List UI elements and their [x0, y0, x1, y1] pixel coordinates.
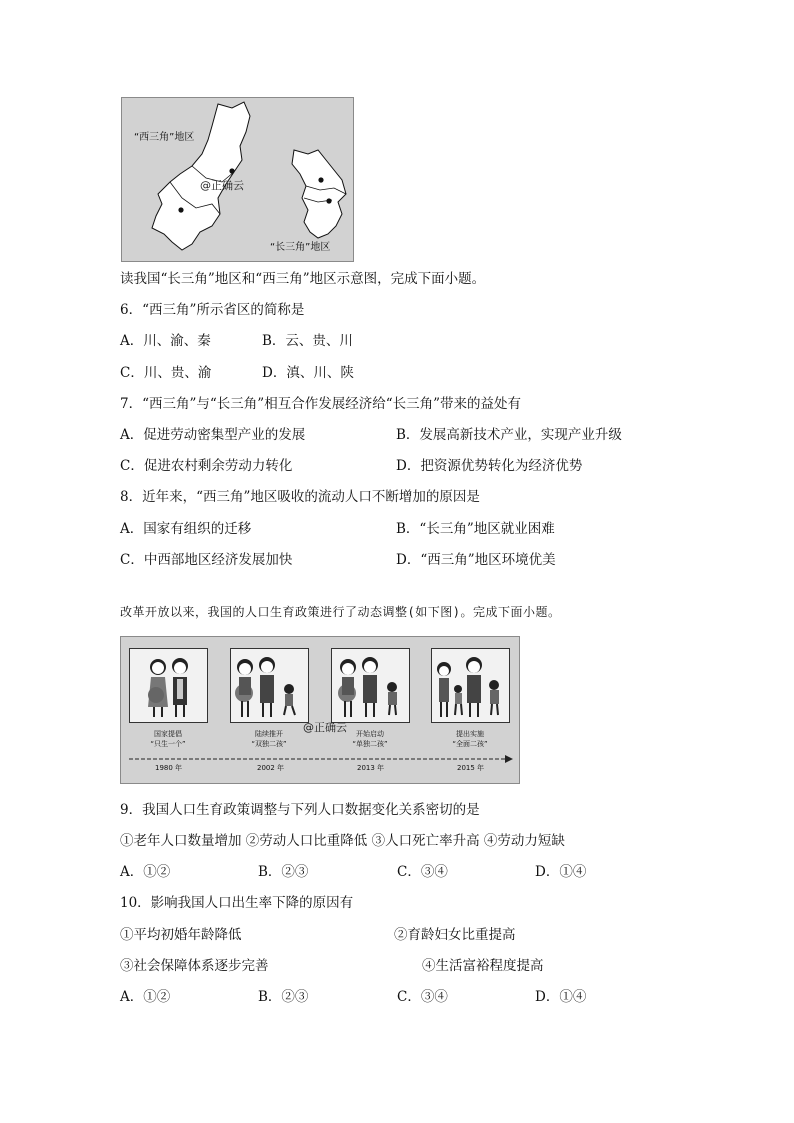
caption-2015-line2: “全面二孩”	[452, 740, 488, 748]
label-east-triangle: “长三角”地区	[270, 242, 331, 253]
q10-option-d: D．①④	[535, 989, 587, 1005]
q10-stem: 10．影响我国人口出生率下降的原因有	[120, 895, 354, 911]
q10-option-c: C．③④	[397, 989, 448, 1005]
panel-2002	[230, 648, 309, 723]
caption-2002	[234, 729, 304, 749]
caption-1980-line2: “只生一个”	[150, 740, 186, 748]
q6-option-d: D．滇、川、陕	[262, 365, 354, 381]
watermark: @正确云	[303, 721, 347, 734]
q8-stem: 8．近年来，“西三角”地区吸收的流动人口不断增加的原因是	[120, 489, 480, 505]
q10-item-1: ①平均初婚年龄降低	[120, 927, 242, 943]
caption-2013-line1: 开始启动	[356, 730, 384, 738]
q9-option-b: B．②③	[258, 864, 309, 880]
label-west-triangle: “西三角”地区	[134, 132, 195, 143]
q6-option-b: B．云、贵、川	[262, 333, 353, 349]
watermark: @正确云	[200, 179, 244, 192]
q7-option-d: D．把资源优势转化为经济优势	[396, 458, 583, 474]
q6-option-a: A．川、渝、秦	[120, 333, 211, 349]
q8-option-b: B．“长三角”地区就业困难	[396, 521, 555, 537]
q8-option-d: D．“西三角”地区环境优美	[396, 552, 556, 568]
caption-2013-line2: “单独二孩”	[352, 740, 388, 748]
q9-option-c: C．③④	[397, 864, 448, 880]
q6-option-c: C．川、贵、渝	[120, 365, 212, 381]
caption-2002-line1: 陆续推开	[255, 730, 283, 738]
q9-option-d: D．①④	[535, 864, 587, 880]
year-2013: 2013 年	[357, 764, 385, 772]
caption-2015-line1: 提出实施	[456, 730, 484, 738]
year-2015: 2015 年	[457, 764, 485, 772]
q7-option-b: B．发展高新技术产业，实现产业升级	[396, 427, 622, 443]
q10-option-a: A．①②	[120, 989, 171, 1005]
q10-option-b: B．②③	[258, 989, 309, 1005]
q6-stem: 6．“西三角”所示省区的简称是	[120, 302, 305, 318]
panel-1980	[129, 648, 208, 723]
caption-2015	[435, 729, 505, 749]
q10-item-4: ④生活富裕程度提高	[422, 958, 544, 974]
q10-item-3: ③社会保障体系逐步完善	[120, 958, 269, 974]
caption-1980-line1: 国家提倡	[154, 730, 182, 738]
q9-stem: 9．我国人口生育政策调整与下列人口数据变化关系密切的是	[120, 802, 480, 818]
q9-items: ①老年人口数量增加 ②劳动人口比重降低 ③人口死亡率升高 ④劳动力短缺	[120, 833, 565, 849]
panel-2013	[331, 648, 410, 723]
policy-figure	[120, 636, 520, 784]
caption-1980	[133, 729, 203, 749]
q9-option-a: A．①②	[120, 864, 171, 880]
q8-option-a: A．国家有组织的迁移	[120, 521, 252, 537]
intro-text-2: 改革开放以来，我国的人口生育政策进行了动态调整(如下图)。完成下面小题。	[120, 605, 561, 619]
caption-2013	[335, 729, 405, 749]
panel-2015	[431, 648, 510, 723]
year-2002: 2002 年	[257, 764, 285, 772]
year-1980: 1980 年	[155, 764, 183, 772]
caption-2002-line2: “双独二孩”	[251, 740, 287, 748]
q7-option-c: C．促进农村剩余劳动力转化	[120, 458, 293, 474]
q7-stem: 7．“西三角”与“长三角”相互合作发展经济给“长三角”带来的益处有	[120, 396, 521, 412]
q7-option-a: A．促进劳动密集型产业的发展	[120, 427, 306, 443]
intro-text-1: 读我国“长三角”地区和“西三角”地区示意图，完成下面小题。	[120, 271, 486, 287]
map-figure	[121, 97, 354, 262]
q10-item-2: ②育龄妇女比重提高	[394, 927, 516, 943]
q8-option-c: C．中西部地区经济发展加快	[120, 552, 293, 568]
